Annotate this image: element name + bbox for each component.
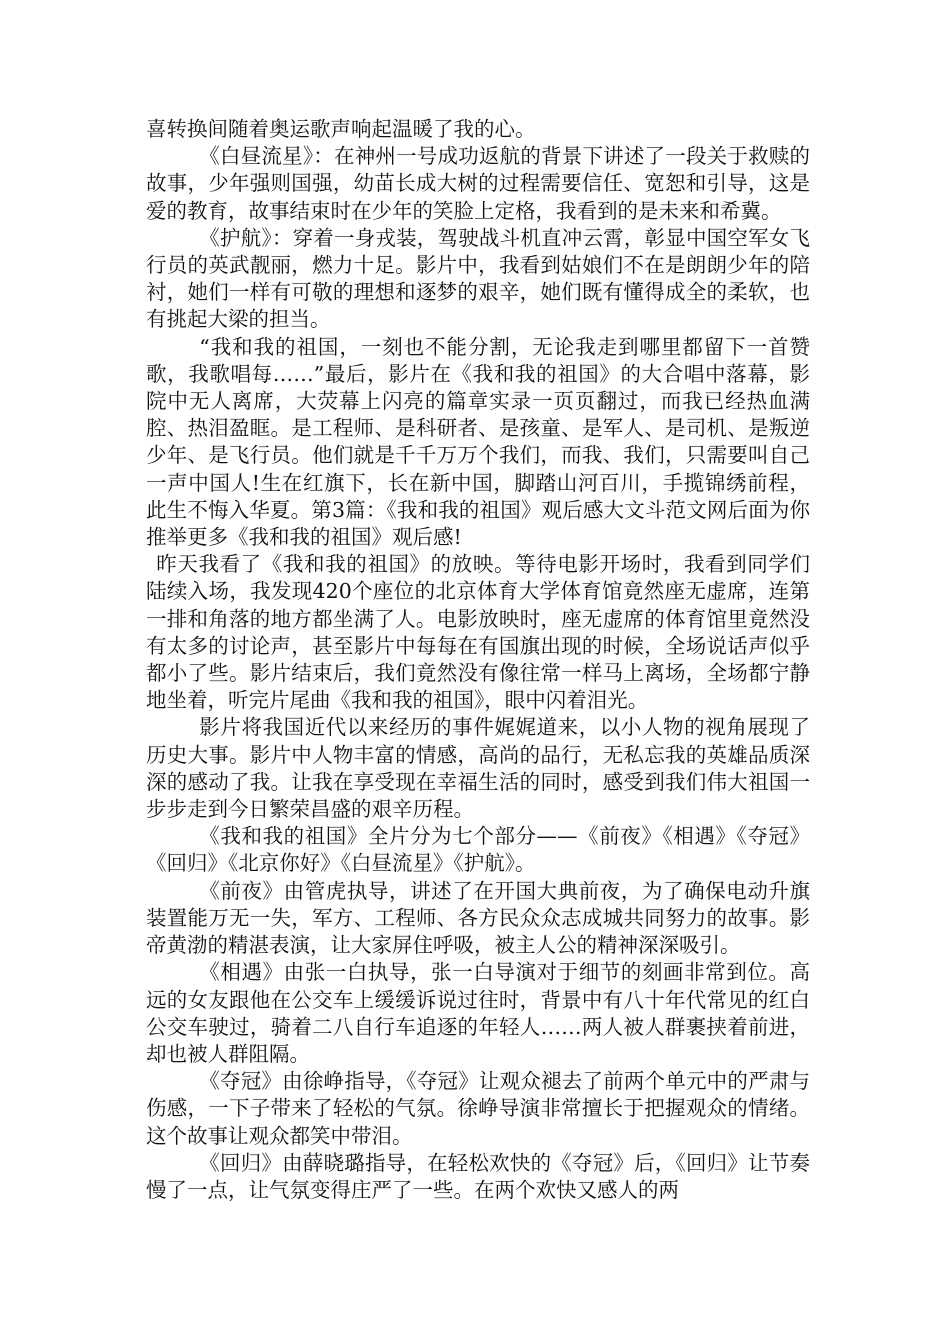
- paragraph-8: 《前夜》由管虎执导，讲述了在开国大典前夜，为了确保电动升旗装置能万无一失，军方、工程师、各方民众众志成城共同努力的故事。影帝黄渤的精湛表演，让大家屏住呼吸，被主人公的精神深深吸引。: [146, 878, 810, 958]
- paragraph-3: 《护航》：穿着一身戎装，驾驶战斗机直冲云霄，彰显中国空军女飞行员的英武靓丽，燃力十足。影片中，我看到姑娘们不在是朗朗少年的陪衬，她们一样有可敬的理想和逐梦的艰辛，她们既有懂得成全的柔软，也有挑起大梁的担当。: [146, 225, 810, 332]
- paragraph-10: 《夺冠》由徐峥指导，《夺冠》让观众褪去了前两个单元中的严肃与伤感，一下子带来了轻松的气氛。徐峥导演非常擅长于把握观众的情绪。这个故事让观众都笑中带泪。: [146, 1069, 810, 1148]
- paragraph-7: 《我和我的祖国》全片分为七个部分——《前夜》《相遇》《夺冠》《回归》《北京你好》《白昼流星》《护航》。: [146, 824, 810, 876]
- paragraph-9: 《相遇》由张一白执导，张一白导演对于细节的刻画非常到位。高远的女友跟他在公交车上缓缓诉说过往时，背景中有八十年代常见的红白公交车驶过，骑着二八自行车追逐的年轻人……两人被人群裹挟着前进，却也被人群阻隔。: [146, 960, 810, 1066]
- paragraph-1: 喜转换间随着奥运歌声响起温暖了我的心。: [146, 117, 536, 141]
- paragraph-4: “我和我的祖国，一刻也不能分割，无论我走到哪里都留下一首赞歌，我歌唱每……”最后，影片在《我和我的祖国》的大合唱中落幕，影院中无人离席，大荧幕上闪亮的篇章实录一页页翻过，而我已经热血满腔、热泪盈眶。是工程师、是科研者、是孩童、是军人、是司机、是叛逆少年、是飞行员。他们就是千千万万个我们，而我、我们，只需要叫自己一声中国人!生在红旗下，长在新中国，脚踏山河百川，手揽锦绣前程，此生不悔入华夏。第3篇：《我和我的祖国》观后感大文斗范文网后面为你推举更多《我和我的祖国》观后感!: [146, 334, 810, 550]
- paragraph-11: 《回归》由薛晓璐指导，在轻松欢快的《夺冠》后，《回归》让节奏慢了一点，让气氛变得庄严了一些。在两个欢快又感人的两: [146, 1150, 810, 1202]
- document-body: [146, 116, 810, 1204]
- paragraph-5: 昨天我看了《我和我的祖国》的放映。等待电影开场时，我看到同学们陆续入场，我发现420个座位的北京体育大学体育馆竟然座无虚席，连第一排和角落的地方都坐满了人。电影放映时，座无虚席的体育馆里竟然没有太多的讨论声，甚至影片中每每在有国旗出现的时候，全场说话声似乎都小了些。影片结束后，我们竟然没有像往常一样马上离场，全场都宁静地坐着，听完片尾曲《我和我的祖国》，眼中闪着泪光。: [146, 552, 810, 713]
- paragraph-2: 《白昼流星》：在神州一号成功返航的背景下讲述了一段关于救赎的故事，少年强则国强，幼苗长成大树的过程需要信任、宽恕和引导，这是爱的教育，故事结束时在少年的笑脸上定格，我看到的是未来和希冀。: [146, 144, 810, 223]
- paragraph-6: 影片将我国近代以来经历的事件娓娓道来，以小人物的视角展现了历史大事。影片中人物丰富的情感，高尚的品行，无私忘我的英雄品质深深的感动了我。让我在享受现在幸福生活的同时，感受到我们伟大祖国一步步走到今日繁荣昌盛的艰辛历程。: [146, 715, 810, 822]
